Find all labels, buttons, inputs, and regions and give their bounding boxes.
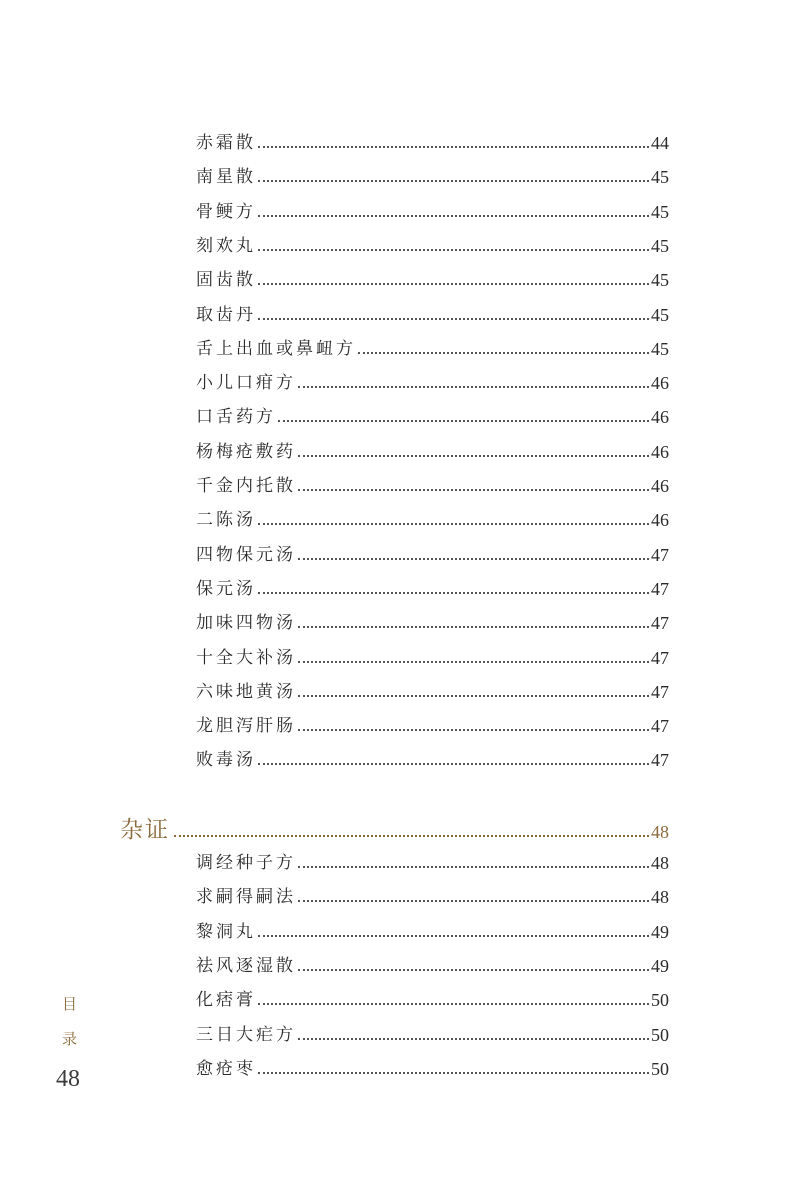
- toc-entry[interactable]: [196, 1020, 669, 1046]
- toc-entry-page: 47: [651, 716, 669, 737]
- toc-entry-page: 46: [651, 510, 669, 531]
- toc-leader-dots: [298, 626, 649, 628]
- toc-entry-page: 50: [651, 1058, 669, 1079]
- toc-entry-page: 45: [651, 167, 669, 188]
- toc-leader-dots: [258, 592, 649, 594]
- toc-leader-dots: [358, 352, 649, 354]
- toc-entry-title: 刻欢丸: [196, 235, 256, 256]
- toc-entry-title: 三日大疟方: [196, 1024, 296, 1045]
- toc-entry-title: 小儿口疳方: [196, 373, 296, 394]
- toc-entry[interactable]: [196, 711, 669, 737]
- toc-entry-title: 败毒汤: [196, 750, 256, 771]
- toc-entry-title: 保元汤: [196, 578, 256, 599]
- running-head-char-1: 目: [62, 995, 78, 1013]
- toc-entry-page: 47: [651, 613, 669, 634]
- toc-entry[interactable]: [196, 368, 669, 394]
- toc-leader-dots: [298, 900, 649, 902]
- toc-leader-dots: [258, 318, 649, 320]
- toc-entry-page: 44: [651, 133, 669, 153]
- toc-entry-title: 加味四物汤: [196, 613, 296, 634]
- toc-entry-title: 舌上出血或鼻衄方: [196, 338, 356, 359]
- toc-entry-page: 46: [651, 441, 669, 462]
- toc-entry-title: 调经种子方: [196, 853, 296, 873]
- toc-entry[interactable]: [196, 437, 669, 463]
- toc-entry[interactable]: [196, 540, 669, 566]
- toc-entry-page: 47: [651, 681, 669, 702]
- toc-entry[interactable]: [196, 471, 669, 497]
- toc-leader-dots: [258, 523, 649, 525]
- toc-entry[interactable]: [196, 951, 669, 977]
- toc-entry-title: 口舌药方: [196, 407, 276, 428]
- toc-leader-dots: [298, 661, 649, 663]
- toc-entry[interactable]: [196, 574, 669, 600]
- running-head-char-2: 录: [62, 1030, 78, 1048]
- toc-entry-title: 骨鲠方: [196, 201, 256, 222]
- toc-leader-dots: [258, 283, 649, 285]
- toc-entry[interactable]: [196, 677, 669, 703]
- page-number: 48: [56, 1066, 80, 1092]
- toc-entry-page: 45: [651, 235, 669, 256]
- toc-entry-title: 十全大补汤: [196, 647, 296, 668]
- toc-entry-title: 取齿丹: [196, 304, 256, 325]
- toc-entry-page: 47: [651, 544, 669, 565]
- toc-entry-page: 50: [651, 1024, 669, 1045]
- toc-entry-page: 48: [651, 887, 669, 908]
- toc-leader-dots: [298, 695, 649, 697]
- toc-entry[interactable]: [196, 643, 669, 669]
- section-leader-dots: [174, 835, 649, 837]
- toc-entry-title: 六味地黄汤: [196, 681, 296, 702]
- toc-entry[interactable]: [196, 162, 669, 188]
- toc-entry-title: 龙胆泻肝肠: [196, 716, 296, 737]
- toc-entry[interactable]: [196, 882, 669, 908]
- section-page-number: 48: [651, 822, 669, 842]
- toc-entry-page: 49: [651, 955, 669, 976]
- toc-entry[interactable]: [196, 985, 669, 1011]
- toc-entry-page: 45: [651, 201, 669, 222]
- toc-entry[interactable]: [196, 917, 669, 943]
- toc-entry-page: 47: [651, 578, 669, 599]
- toc-entry[interactable]: [196, 128, 669, 154]
- toc-entry-page: 45: [651, 304, 669, 325]
- toc-leader-dots: [298, 455, 649, 457]
- toc-leader-dots: [258, 1072, 649, 1074]
- toc-entry[interactable]: [196, 231, 669, 257]
- toc-entry-title: 化痞膏: [196, 990, 256, 1011]
- toc-entry-page: 47: [651, 647, 669, 668]
- toc-leader-dots: [258, 215, 649, 217]
- toc-entry-title: 祛风逐湿散: [196, 955, 296, 976]
- toc-entry[interactable]: [196, 505, 669, 531]
- toc-section-heading[interactable]: [120, 814, 669, 844]
- toc-leader-dots: [298, 1038, 649, 1040]
- toc-entry-page: 45: [651, 338, 669, 359]
- toc-leader-dots: [258, 146, 649, 148]
- toc-entry[interactable]: [196, 745, 669, 771]
- toc-entry-title: 求嗣得嗣法: [196, 887, 296, 908]
- toc-entry-page: 46: [651, 373, 669, 394]
- toc-leader-dots: [258, 180, 649, 182]
- toc-leader-dots: [298, 386, 649, 388]
- toc-entry[interactable]: [196, 848, 669, 874]
- toc-entry[interactable]: [196, 608, 669, 634]
- toc-entry-title: 固齿散: [196, 270, 256, 291]
- toc-entry-page: 46: [651, 476, 669, 496]
- toc-leader-dots: [298, 729, 649, 731]
- toc-entry-page: 46: [651, 407, 669, 428]
- toc-leader-dots: [258, 935, 649, 937]
- toc-entry-page: 45: [651, 270, 669, 291]
- toc-entry-title: 愈疮枣: [196, 1058, 256, 1079]
- section-title: 杂证: [120, 817, 170, 843]
- toc-entry-title: 四物保元汤: [196, 544, 296, 565]
- toc-entry[interactable]: [196, 197, 669, 223]
- toc-entry[interactable]: [196, 334, 669, 360]
- toc-entry[interactable]: [196, 402, 669, 428]
- toc-entry[interactable]: [196, 300, 669, 326]
- toc-leader-dots: [298, 866, 649, 868]
- toc-leader-dots: [258, 763, 649, 765]
- toc-entry-title: 赤霜散: [196, 133, 256, 153]
- toc-entry[interactable]: [196, 1054, 669, 1080]
- toc-entry-page: 50: [651, 990, 669, 1011]
- toc-leader-dots: [298, 969, 649, 971]
- toc-entry-title: 杨梅疮敷药: [196, 441, 296, 462]
- toc-entry-page: 48: [651, 853, 669, 873]
- toc-entry-title: 千金内托散: [196, 476, 296, 496]
- toc-leader-dots: [258, 249, 649, 251]
- toc-entry-page: 49: [651, 921, 669, 942]
- toc-entry-title: 二陈汤: [196, 510, 256, 531]
- toc-entry-page: 47: [651, 750, 669, 771]
- toc-leader-dots: [298, 489, 649, 491]
- toc-leader-dots: [258, 1003, 649, 1005]
- toc-entry-title: 黎洞丸: [196, 921, 256, 942]
- toc-entry[interactable]: [196, 265, 669, 291]
- toc-entry-title: 南星散: [196, 167, 256, 188]
- toc-leader-dots: [298, 558, 649, 560]
- toc-leader-dots: [278, 420, 649, 422]
